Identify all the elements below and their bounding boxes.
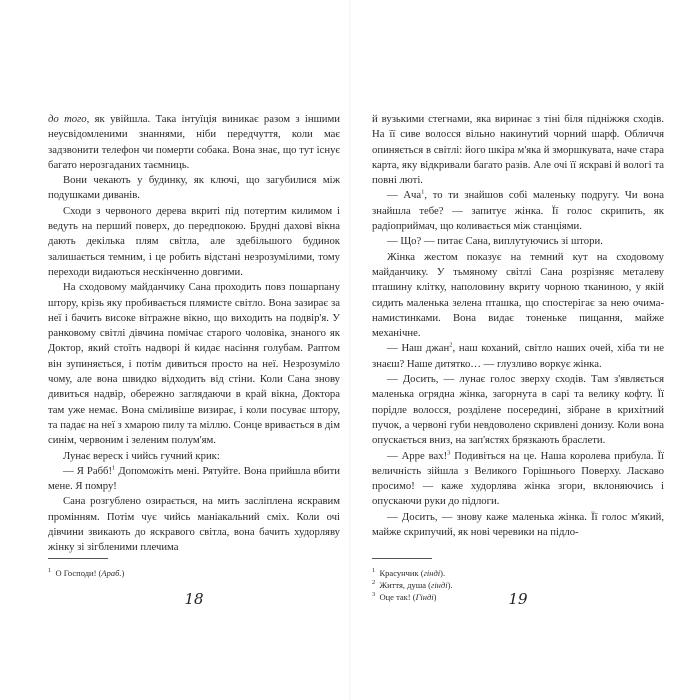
footnote-marker: 1 <box>112 464 116 472</box>
left-page <box>48 112 340 660</box>
text-run: — Ача <box>387 189 422 202</box>
footnote-number: 1 <box>48 567 52 575</box>
paragraph <box>48 204 340 280</box>
page-number-left: 18 <box>184 590 204 608</box>
paragraph <box>372 250 664 342</box>
footnote-number: 3 <box>372 591 376 599</box>
page-number-right: 19 <box>508 590 528 608</box>
footnote-rule <box>372 558 432 559</box>
left-footnote-list <box>48 567 340 579</box>
left-page-body <box>48 112 340 556</box>
footnote-number: 1 <box>372 567 376 575</box>
text-run: Оце так! ( <box>379 592 416 602</box>
paragraph <box>372 510 664 541</box>
paragraph <box>48 280 340 448</box>
text-run: , наш коханий, світло наших очей, хіба ти не знаєш? Наше дитятко… — глузливо воркує жінка. <box>372 342 664 370</box>
text-run: й вузькими стегнами, яка виринає з тіні біля підніжжя сходів. На її сиве волосся вільно накинутий чорний шарф. Обличчя опиняється в світлі: його шкіра м'яка й зморшкувата, наче стара карта, яку відкривали багато разів. Але очі її яскраві й вологі та повні люті. <box>372 113 664 187</box>
footnote <box>48 567 340 579</box>
text-run: Вони чекають у будинку, як ключі, що загубилися між подушками диванів. <box>48 174 340 202</box>
italic-text: до того <box>48 113 87 125</box>
paragraph <box>48 464 340 495</box>
text-run: — Досить, — лунає голос зверху сходів. Там з'являється маленька огрядна жінка, загорнута в сарі та велику кофту. Її порідле волосся, розділене посередині, зібране в крихітний пучок, а червоні губи невдоволено скривлені донизу. Коли вона опускається вниз, на зап'ястях брязкають браслети. <box>372 373 664 447</box>
text-run: — Досить, — знову каже маленька жінка. Її голос м'який, майже скрипучий, як нові черевики на підло- <box>372 510 664 539</box>
text-run: Подивіться на це. Наша королева прибула. Її величність зійшла з Великого Горішнього Поверху. Ласкаво просимо! — каже худорлява жінка згори, вклоняючись і опускаючи руки до підлоги. <box>372 449 664 508</box>
paragraph <box>48 173 340 204</box>
text-run: , як увійшла. Така інтуїція виникає разом з іншими неусвідомленими знаннями, ніби передчуття, коли має задзвонити телефон чи померти собака. Вона знає, що тут існує багато нерозгаданих таємниць. <box>48 113 341 171</box>
paragraph <box>372 449 664 510</box>
text-run: , то ти знайшов собі маленьку подругу. Чи вона знайшла тебе? — запитує жінка. Її голос скрипить, як радіоприймач, що коливається між станціями. <box>372 189 664 233</box>
left-footnotes <box>48 558 340 579</box>
footnote-rule <box>48 558 108 559</box>
italic-text: Араб. <box>101 568 122 578</box>
text-run: О Господи! ( <box>55 568 102 578</box>
right-page <box>372 112 664 660</box>
text-run: Лунає вереск і чийсь гучний крик: <box>63 449 220 462</box>
paragraph <box>372 188 664 234</box>
text-run: На сходовому майданчику Сана проходить повз пошарпану штору, крізь яку пробивається плямисте світло. Вона зазирає за неї і бачить високе вітражне вікно, що виходить на подвір'я. У ранковому світлі дівчина помічає старого чоловіка, знаного як Доктор, який стоїть надворі й кидає насіння голубам. Раптом він зупиняється, і потім дивиться просто на неї. Незрозуміло чому, але вона швидко відходить від стіни. Коли Сана знову дивиться надвір, обережно заглядаючи в край вікна, Доктора там уже немає. Вона сміливіше визирає, і коли посуває штору, та падає на неї з хмарою пилу та міллю. Сонце вривається в дім синім, червоним і зеленим полум'ям. <box>48 281 340 447</box>
footnote-marker: 3 <box>447 448 451 456</box>
right-page-body <box>372 112 664 540</box>
text-run: Допоможіть мені. Рятуйте. Вона прийшла вбити мене. Я помру! <box>48 464 340 493</box>
text-run: — Я Рабб! <box>63 464 113 477</box>
italic-text: гінді <box>423 568 441 578</box>
text-run: Красунчик ( <box>379 568 424 578</box>
footnote-marker: 1 <box>421 188 425 196</box>
text-run: — Арре вах! <box>387 449 448 462</box>
paragraph <box>372 372 664 448</box>
text-run: — Наш джан <box>387 342 450 355</box>
book-gutter <box>349 0 351 700</box>
text-run: — Що? — питає Сана, виплутуючись зі штори. <box>387 235 603 248</box>
text-run: Жінка жестом показує на темний кут на сходовому майданчику. У тьмяному світлі Сана розрізняє металеву пташину клітку, наполовину вкриту чорною тканиною, у якій сидить маленька зелена пташка, що спостерігає за нею очима-намистинками. Вона видає тоненьке пищання, майже механічне. <box>372 250 664 340</box>
paragraph <box>372 341 664 372</box>
footnote-number: 2 <box>372 579 376 587</box>
footnote <box>372 567 664 579</box>
italic-text: гінді <box>431 580 448 590</box>
footnote-marker: 2 <box>449 341 453 349</box>
paragraph <box>48 449 340 464</box>
text-run: ) <box>433 592 437 602</box>
paragraph <box>48 494 340 555</box>
paragraph <box>372 234 664 249</box>
text-run: Сана розгублено озирається, на мить засліплена яскравим промінням. Потім чує чийсь маніакальний сміх. Коли очі дівчини звикають до яскравого світла, вона бачить худорляву жінку зі зігбленими плечима <box>48 495 340 554</box>
text-run: ) <box>121 568 125 578</box>
text-run: Сходи з червоного дерева вкриті під потертим килимом і ведуть на перший поверх, до передпокою. Брудні дахові вікна дають декілька плям світла, але здебільшого будинок залишається темним, і це робить відстані незрозумілими, тому переходи видаються нескінченно довгими. <box>48 204 340 278</box>
text-run: Життя, душа ( <box>379 580 431 590</box>
italic-text: Гінді <box>415 592 434 602</box>
text-run: ). <box>447 580 453 590</box>
text-run: ). <box>440 568 446 578</box>
paragraph <box>48 112 340 173</box>
paragraph <box>372 112 664 188</box>
